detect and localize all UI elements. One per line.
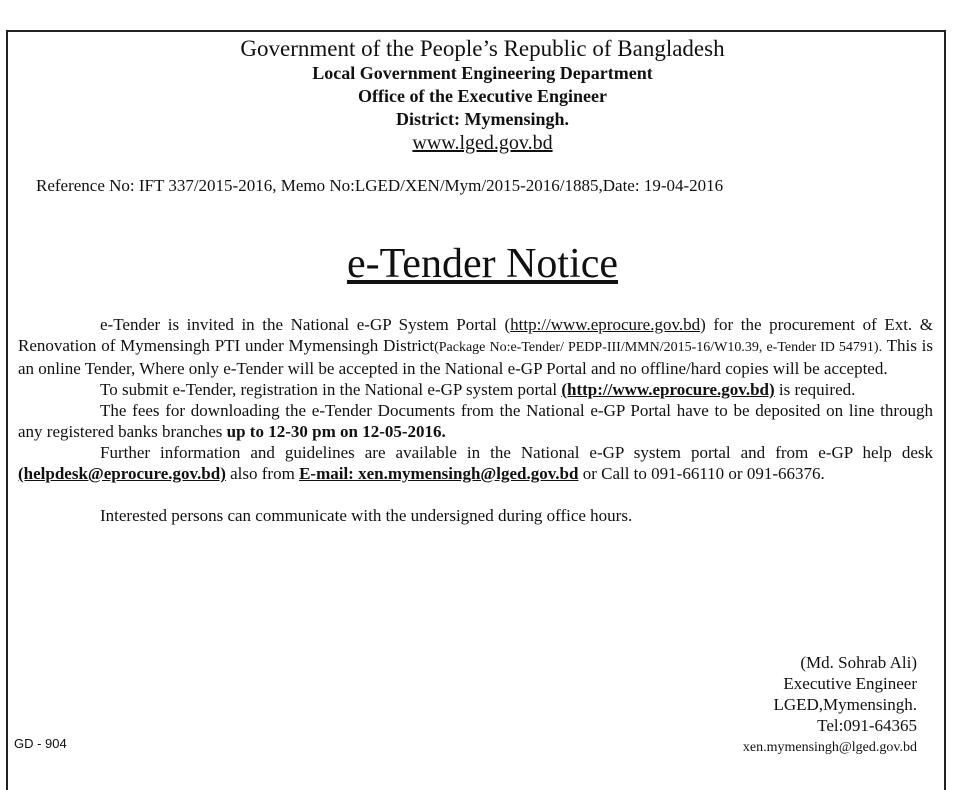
signatory-office: LGED,Mymensingh. [773, 695, 917, 714]
page-title: e-Tender Notice [346, 241, 619, 287]
notice-header [0, 36, 965, 155]
eprocure-link-2[interactable]: (http://www.eprocure.gov.bd) [561, 380, 775, 399]
signatory-email[interactable]: xen.mymensingh@lged.gov.bd [742, 740, 917, 755]
district-line: District: Mymensingh. [396, 109, 569, 129]
government-line: Government of the People’s Republic of Bangladesh [240, 36, 725, 61]
para2-text-2: is required. [774, 380, 856, 399]
notice-body [18, 314, 933, 526]
helpdesk-email-link[interactable]: (helpdesk@eprocure.gov.bd) [18, 464, 226, 483]
para4-text-3: or Call to 091-66110 or 091-66376. [578, 464, 825, 483]
spacer [18, 484, 933, 505]
paragraph-registration [18, 379, 933, 400]
footer-code: GD - 904 [14, 736, 67, 751]
paragraph-fees [18, 400, 933, 442]
signatory-name: (Md. Sohrab Ali) [800, 653, 917, 672]
website-link[interactable]: www.lged.gov.bd [412, 132, 553, 154]
paragraph-invitation [18, 314, 933, 379]
reference-line: Reference No: IFT 337/2015-2016, Memo No:LGED/XEN/Mym/2015-2016/1885,Date: 19-04-2016 [36, 176, 724, 195]
para1-text-2: ) for the procurement of Ext. & Renovation of Mymensingh PTI under Mymensingh District [18, 315, 933, 355]
para1-text-1: e-Tender is invited in the National e-GP System Portal ( [100, 315, 511, 334]
para4-text-1: Further information and guidelines are available in the National e-GP system portal and from e-GP help desk [100, 443, 933, 462]
para2-text-1: To submit e-Tender, registration in the National e-GP system portal [100, 380, 562, 399]
package-info: (Package No:e-Tender/ PEDP-III/MMN/2015-16/W10.39, e-Tender ID 54791). [434, 340, 883, 355]
eprocure-link[interactable]: http://www.eprocure.gov.bd [510, 315, 701, 334]
paragraph-info [18, 442, 933, 484]
signature-block [743, 652, 917, 758]
office-line: Office of the Executive Engineer [358, 86, 607, 106]
signatory-tel: Tel:091-64365 [817, 716, 917, 735]
para1-text-3: This is an online Tender, Where only e-Tender will be accepted in the National e-GP Portal and no offline/hard copies will be accepted. [18, 336, 933, 378]
deadline-text: up to 12-30 pm on 12-05-2016. [226, 422, 446, 441]
paragraph-contact: Interested persons can communicate with the undersigned during office hours. [100, 506, 633, 525]
xen-email-link[interactable]: E-mail: xen.mymensingh@lged.gov.bd [299, 464, 579, 483]
signatory-designation: Executive Engineer [783, 674, 917, 693]
para4-text-2: also from [225, 464, 300, 483]
para3-text-1: The fees for downloading the e-Tender Documents from the National e-GP Portal have to be deposited on line through any registered banks branches [18, 401, 933, 441]
department-line: Local Government Engineering Department [312, 63, 653, 83]
